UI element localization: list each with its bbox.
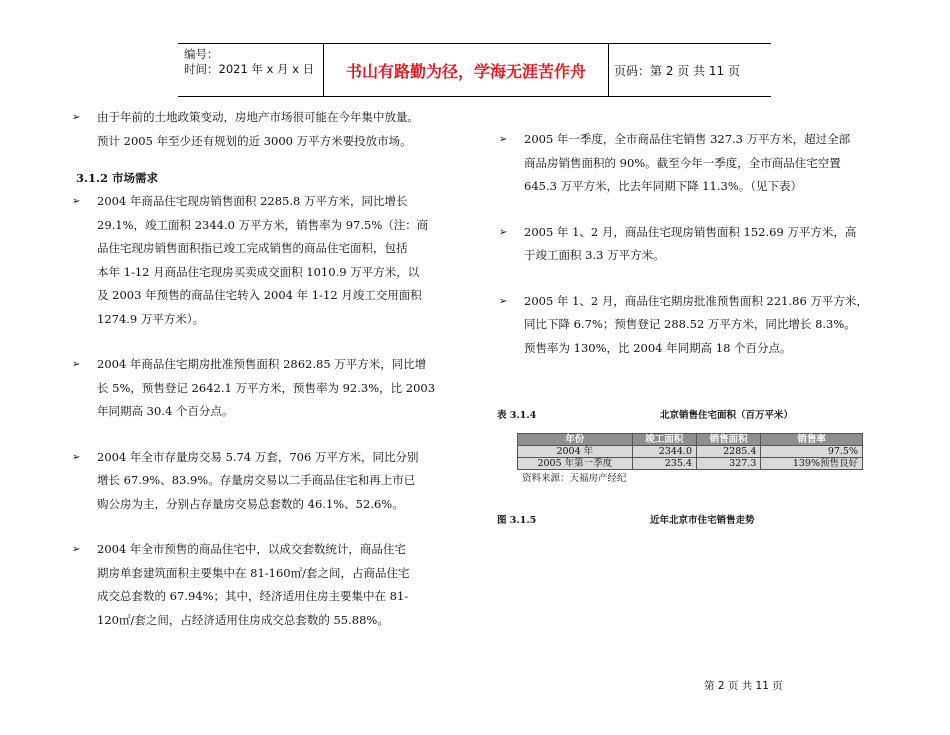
table-header: 年份 xyxy=(518,434,633,446)
table-cell: 2004 年 xyxy=(518,446,633,458)
bullet-item xyxy=(70,353,465,424)
table-row xyxy=(518,458,863,470)
arrow-bullet-icon: ➢ xyxy=(72,196,81,207)
left-column xyxy=(70,106,465,632)
table-row xyxy=(518,446,863,458)
table-cell: 327.3 xyxy=(697,458,761,470)
table-header: 竣工面积 xyxy=(632,434,696,446)
section-heading: 3.1.2 市场需求 xyxy=(76,171,159,185)
arrow-bullet-icon: ➢ xyxy=(72,544,81,555)
text-line: 购公房为主，分别占存量房交易总套数的 46.1%、52.6%。 xyxy=(97,496,404,511)
bullet-item xyxy=(497,221,892,268)
text-line: 29.1%，竣工面积 2344.0 万平方米，销售率为 97.5%（注：商 xyxy=(97,217,429,232)
text-line: 2004 年商品住宅期房批准预售面积 2862.85 万平方米，同比增 xyxy=(97,357,427,371)
arrow-bullet-icon: ➢ xyxy=(499,226,508,238)
text-line: 成交总套数的 67.94%；其中，经济适用住房主要集中在 81- xyxy=(97,589,409,603)
table-cell: 2285.4 xyxy=(697,446,761,458)
text-line: 本年 1-12 月商品住宅现房买卖成交面积 1010.9 万平方米，以 xyxy=(97,264,420,279)
text-line: 年同期高 30.4 个百分点。 xyxy=(97,404,234,418)
table-label: 表 3.1.4 xyxy=(497,410,537,421)
bullet-item xyxy=(497,290,892,361)
bullet-item xyxy=(70,538,465,632)
text-line: 预售率为 130%，比 2004 年同期高 18 个百分点。 xyxy=(524,340,792,355)
arrow-bullet-icon: ➢ xyxy=(72,359,81,370)
text-line: 2005 年 1、2 月，商品住宅期房批准预售面积 221.86 万平方米， xyxy=(524,293,868,308)
text-line: 2004 年全市存量房交易 5.74 万套，706 万平方米，同比分别 xyxy=(97,449,419,464)
table-header-row xyxy=(518,434,863,446)
text-line: 2004 年商品住宅现房销售面积 2285.8 万平方米，同比增长 xyxy=(97,194,408,208)
arrow-bullet-icon: ➢ xyxy=(72,112,81,123)
table-source: 资料来源：天福房产经纪 xyxy=(522,473,627,484)
table-header: 销售面积 xyxy=(697,434,761,446)
table-cell: 97.5% xyxy=(761,446,863,458)
text-line: 2005 年一季度，全市商品住宅销售 327.3 万平方米，超过全部 xyxy=(524,132,851,146)
text-line: 同比下降 6.7%；预售登记 288.52 万平方米，同比增长 8.3%。 xyxy=(524,317,856,331)
text-line: 增长 67.9%、83.9%。存量房交易以二手商品住宅和再上市已 xyxy=(97,473,416,487)
page-footer: 第 2 页 共 11 页 xyxy=(704,680,783,692)
table-header: 销售率 xyxy=(761,434,863,446)
text-line: 645.3 万平方米，比去年同期下降 11.3%。（见下表） xyxy=(524,179,803,193)
header-meta xyxy=(178,44,324,96)
text-line: 由于年前的土地政策变动，房地产市场很可能在今年集中放量。 xyxy=(97,110,419,124)
header-date: 时间：2021 年 x 月 x 日 xyxy=(184,62,315,76)
sales-area-table xyxy=(517,433,863,470)
header-page: 页码：第 2 页 共 11 页 xyxy=(614,63,740,78)
text-line: 预计 2005 年至少还有规划的近 3000 万平方米要投放市场。 xyxy=(97,133,412,148)
text-line: 品住宅现房销售面积指已竣工完成销售的商品住宅面积，包括 xyxy=(97,241,408,255)
bullet-item xyxy=(70,190,465,331)
header-number: 编号： xyxy=(184,47,219,61)
table-cell: 139%预售良好 xyxy=(761,458,863,470)
right-column xyxy=(497,128,892,360)
bullet-item xyxy=(70,446,465,517)
figure-label: 图 3.1.5 xyxy=(497,515,537,526)
text-line: 2005 年 1、2 月，商品住宅现房销售面积 152.69 万平方米，高 xyxy=(524,224,857,239)
text-line: 2004 年全市预售的商品住宅中，以成交套数统计，商品住宅 xyxy=(97,542,406,556)
header-motto: 书山有路勤为径，学海无涯苦作舟 xyxy=(324,44,609,96)
text-line: 120㎡/套之间，占经济适用住房成交总套数的 55.88%。 xyxy=(97,612,389,627)
page-header xyxy=(178,43,771,97)
text-line: 商品房销售面积的 90%。截至今年一季度，全市商品住宅空置 xyxy=(524,155,841,170)
text-line: 于竣工面积 3.3 万平方米。 xyxy=(524,248,665,262)
table-title: 北京销售住宅面积（百万平米） xyxy=(660,410,794,421)
text-line: 期房单套建筑面积主要集中在 81-160㎡/套之间，占商品住宅 xyxy=(97,565,410,580)
bullet-item xyxy=(497,128,892,199)
arrow-bullet-icon: ➢ xyxy=(72,451,81,463)
arrow-bullet-icon: ➢ xyxy=(499,134,508,145)
text-line: 长 5%，预售登记 2642.1 万平方米，预售率为 92.3%，比 2003 xyxy=(97,380,436,395)
text-line: 1274.9 万平方米）。 xyxy=(97,311,205,326)
figure-title: 近年北京市住宅销售走势 xyxy=(650,515,755,526)
table-cell: 2344.0 xyxy=(632,446,696,458)
table-cell: 2005 年第一季度 xyxy=(518,458,633,470)
intro-item xyxy=(70,106,465,153)
text-line: 及 2003 年预售的商品住宅转入 2004 年 1-12 月竣工交用面积 xyxy=(97,288,422,302)
arrow-bullet-icon: ➢ xyxy=(499,295,508,307)
table-cell: 235.4 xyxy=(632,458,696,470)
